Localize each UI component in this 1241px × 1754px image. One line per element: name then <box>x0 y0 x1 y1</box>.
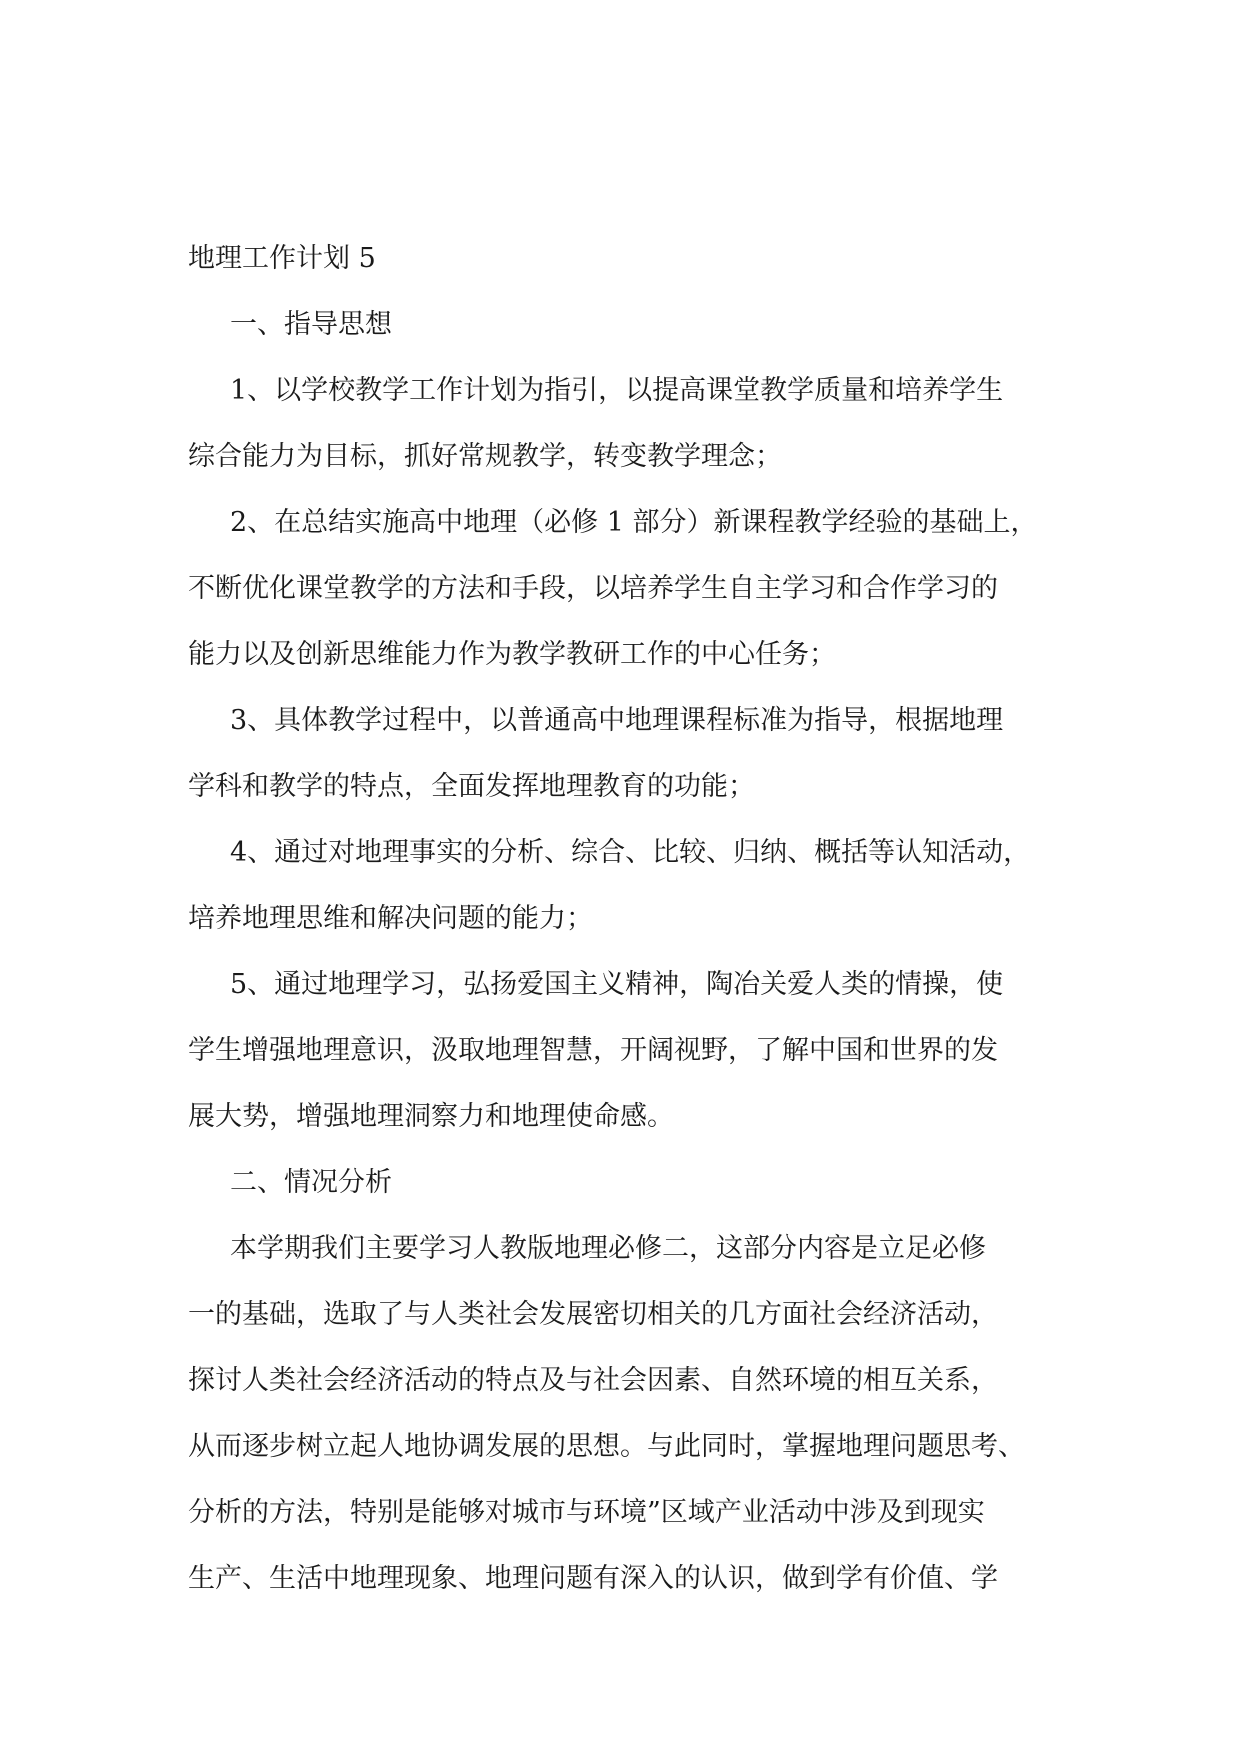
document-line: 5、通过地理学习，弘扬爱国主义精神，陶冶关爱人类的情操，使 <box>230 969 1004 1000</box>
document-line: 1、以学校教学工作计划为指引，以提高课堂教学质量和培养学生 <box>230 375 1004 406</box>
document-body <box>188 226 1078 1612</box>
document-lines <box>188 292 1078 1612</box>
document-line: 2、在总结实施高中地理（必修 1 部分）新课程教学经验的基础上， <box>230 507 1038 538</box>
document-title: 地理工作计划 5 <box>188 243 376 274</box>
document-line: 一的基础，选取了与人类社会发展密切相关的几方面社会经济活动， <box>188 1299 998 1330</box>
document-line: 不断优化课堂教学的方法和手段，以培养学生自主学习和合作学习的 <box>188 573 998 604</box>
document-line: 学科和教学的特点，全面发挥地理教育的功能； <box>188 771 755 802</box>
document-line: 3、具体教学过程中，以普通高中地理课程标准为指导，根据地理 <box>230 705 1004 736</box>
document-line: 学生增强地理意识，汲取地理智慧，开阔视野，了解中国和世界的发 <box>188 1035 998 1066</box>
document-line: 本学期我们主要学习人教版地理必修二，这部分内容是立足必修 <box>230 1233 986 1264</box>
document-line: 4、通过对地理事实的分析、综合、比较、归纳、概括等认知活动， <box>230 837 1031 868</box>
document-line: 生产、生活中地理现象、地理问题有深入的认识，做到学有价值、学 <box>188 1563 998 1594</box>
document-line: 一、指导思想 <box>230 309 392 340</box>
document-line: 培养地理思维和解决问题的能力； <box>188 903 593 934</box>
document-line: 二、情况分析 <box>230 1167 392 1198</box>
document-line: 展大势，增强地理洞察力和地理使命感。 <box>188 1101 674 1132</box>
document-line: 能力以及创新思维能力作为教学教研工作的中心任务； <box>188 639 836 670</box>
document-line: 分析的方法，特别是能够对城市与环境”区域产业活动中涉及到现实 <box>188 1497 985 1528</box>
document-line: 从而逐步树立起人地协调发展的思想。与此同时，掌握地理问题思考、 <box>188 1431 1025 1462</box>
document-line: 综合能力为目标，抓好常规教学，转变教学理念； <box>188 441 782 472</box>
document-line: 探讨人类社会经济活动的特点及与社会因素、自然环境的相互关系， <box>188 1365 998 1396</box>
